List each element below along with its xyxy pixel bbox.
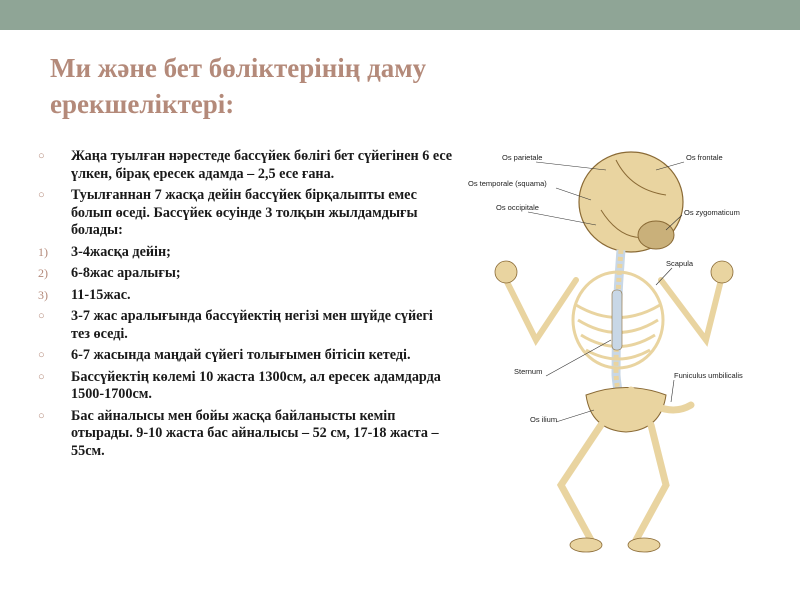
bullet-icon: ○ bbox=[38, 310, 45, 322]
label-scapula: Scapula bbox=[666, 259, 694, 268]
item-text: 3-7 жас аралығында бассүйектің негізі мен шүйде сүйегі тез өседі. bbox=[71, 308, 433, 342]
top-banner bbox=[0, 0, 800, 30]
list-item bbox=[38, 347, 453, 365]
bullet-icon: ○ bbox=[38, 189, 45, 201]
right-hand-shape bbox=[711, 261, 733, 283]
item-text: 6-7 жасында маңдай сүйегі толығымен бітісіп кетеді. bbox=[71, 347, 411, 363]
bullet-icon: ○ bbox=[38, 370, 45, 383]
bullet-icon: ○ bbox=[38, 349, 45, 361]
fetal-skeleton-figure bbox=[466, 140, 766, 560]
label-os-zygomaticum: Os zygomaticum bbox=[684, 208, 740, 217]
item-text: 6-8жас аралығы; bbox=[71, 265, 181, 281]
item-text: Бас айналысы мен бойы жасқа байланысты кеміп отырады. 9-10 жаста бас айналысы – 52 см, 17-18 жаста – 55см. bbox=[71, 407, 439, 459]
bullet-icon: ○ bbox=[38, 409, 45, 422]
label-funiculus-umbilicalis: Funiculus umbilicalis bbox=[674, 371, 743, 380]
right-arm-shape bbox=[661, 280, 721, 340]
item-text: 3-4жасқа дейін; bbox=[71, 243, 171, 260]
face-shape bbox=[638, 221, 674, 249]
left-arm-shape bbox=[506, 280, 576, 340]
left-hand-shape bbox=[495, 261, 517, 283]
right-foot-shape bbox=[628, 538, 660, 552]
item-text: Бассүйектің көлемі 10 жаста 1300см, ал ересек адамдарда 1500-1700см. bbox=[71, 368, 441, 402]
left-foot-shape bbox=[570, 538, 602, 552]
bullet-icon: ○ bbox=[38, 150, 45, 162]
sternum-shape bbox=[612, 290, 622, 350]
item-text: Жаңа туылған нәрестеде бассүйек бөлігі бет сүйегінен 6 есе үлкен, бірақ ересек адамда – 2,5 есе ғана. bbox=[71, 148, 453, 182]
list-item bbox=[38, 244, 453, 262]
label-os-temporale: Os temporale (squama) bbox=[468, 179, 547, 188]
title-line-1: Ми және бет бөліктерінің даму bbox=[50, 53, 427, 83]
list-item bbox=[38, 408, 453, 461]
list-item bbox=[38, 369, 453, 404]
list-item bbox=[38, 265, 453, 283]
item-text: Туылғаннан 7 жасқа дейін бассүйек бірқалыпты емес болып өседі. Бассүйек өсуінде 3 толқын жылдамдығы болады: bbox=[71, 187, 418, 238]
right-leg-shape bbox=[636, 425, 666, 540]
left-leg-shape bbox=[561, 425, 601, 540]
label-sternum: Sternum bbox=[514, 367, 543, 376]
bullet-list bbox=[38, 148, 453, 464]
list-item bbox=[38, 148, 453, 183]
label-os-frontale: Os frontale bbox=[686, 153, 723, 162]
list-item bbox=[38, 287, 453, 305]
item-number: 3) bbox=[38, 287, 48, 302]
slide-title bbox=[50, 50, 570, 122]
item-number: 1) bbox=[38, 244, 48, 259]
title-line-2: ерекшеліктері: bbox=[50, 89, 235, 119]
list-item bbox=[38, 187, 453, 240]
label-os-ilium: Os ilium bbox=[530, 415, 558, 424]
item-text: 11-15жас. bbox=[71, 286, 131, 303]
label-os-parietale: Os parietale bbox=[502, 153, 543, 162]
item-number: 2) bbox=[38, 266, 48, 280]
label-os-occipitale: Os occipitale bbox=[496, 203, 539, 212]
list-item bbox=[38, 308, 453, 343]
